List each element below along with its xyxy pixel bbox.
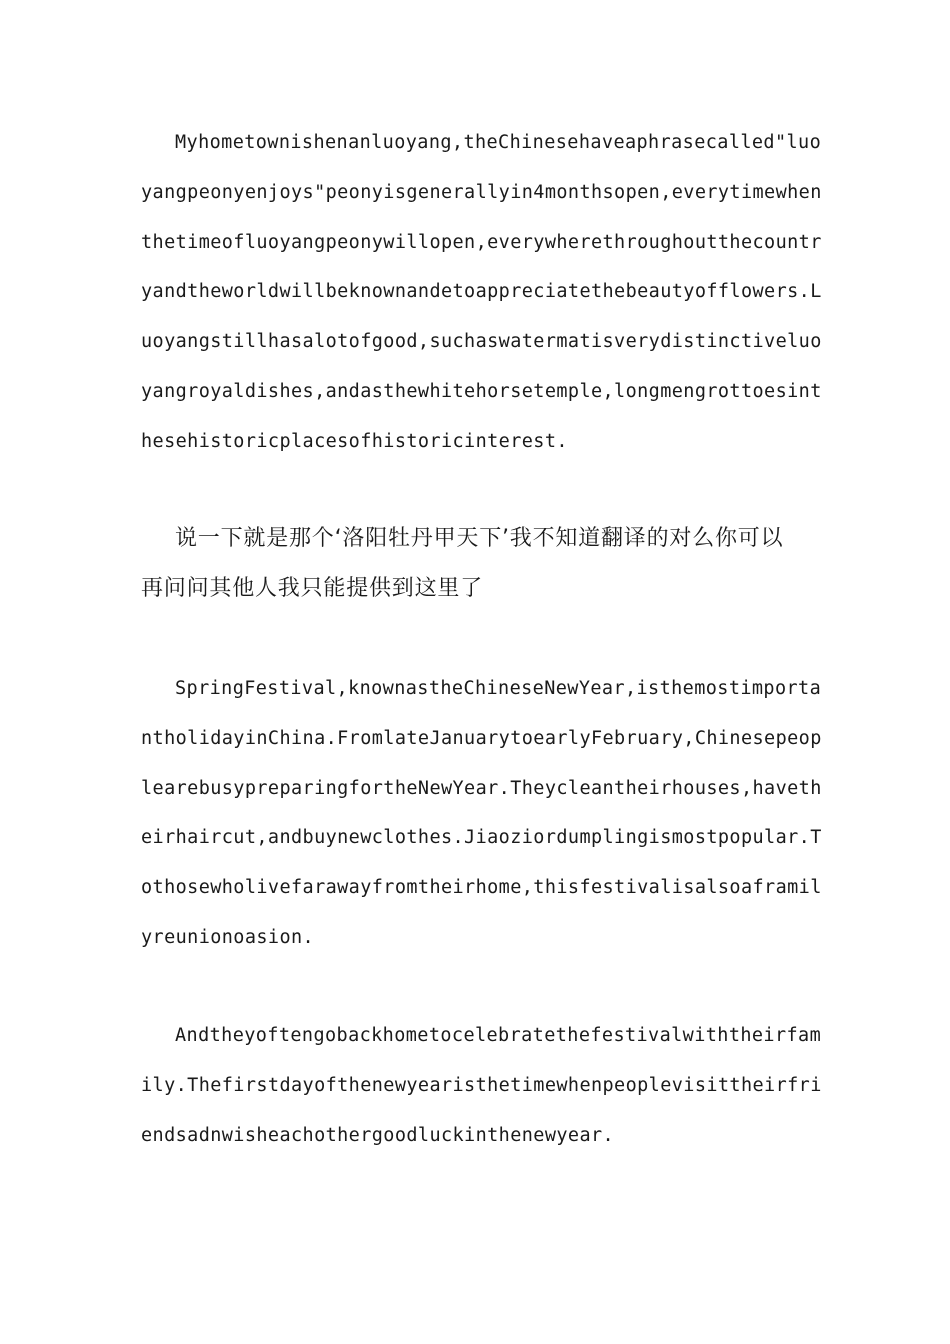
text-line: learebusypreparingfortheNewYear.Theycleantheirhouses,haveth (141, 777, 822, 799)
text-line: ily.Thefirstdayofthenewyearisthetimewhenpeoplevisittheirfri (141, 1074, 822, 1096)
text-line: 说一下就是那个‘洛阳牡丹甲天下’我不知道翻译的对么你可以 (175, 526, 784, 551)
text-line: Andtheyoftengobackhometocelebratethefestivalwiththeirfam (175, 1025, 822, 1046)
text-line: yandtheworldwillbeknownandetoappreciatethebeautyofflowers.L (141, 281, 822, 303)
paragraph-spring-festival (141, 664, 822, 963)
text-line: thetimeofluoyangpeonywillopen,everywherethroughoutthecountr (141, 231, 822, 253)
text-line: SpringFestival,knownastheChineseNewYear,isthemostimporta (175, 678, 822, 699)
text-line: Myhometownishenanluoyang,theChinesehaveaphrasecalled"luo (175, 132, 822, 153)
paragraph-chinese-note (141, 514, 803, 614)
text-line: yangroyaldishes,andasthewhitehorsetemple,longmengrottoesint (141, 380, 822, 402)
text-line: 再问问其他人我只能提供到这里了 (141, 575, 484, 601)
text-line: ntholidayinChina.FromlateJanuarytoearlyFebruary,Chinesepeop (141, 727, 822, 749)
text-line: yreunionoasion. (141, 926, 315, 948)
text-line: hesehistoricplacesofhistoricinterest. (141, 430, 568, 452)
text-line: yangpeonyenjoys"peonyisgenerallyin4monthsopen,everytimewhen (141, 181, 822, 203)
paragraph-luoyang-english (141, 118, 822, 467)
text-line: othosewholivefarawayfromtheirhome,thisfestivalisalsoaframil (141, 877, 822, 899)
text-line: uoyangstillhasalotofgood,suchaswatermatisverydistinctiveluo (141, 331, 822, 353)
paragraph-new-year-visit (141, 1011, 822, 1160)
text-line: endsadnwisheachothergoodluckinthenewyear. (141, 1124, 615, 1146)
text-line: eirhaircut,andbuynewclothes.Jiaoziordumplingismostpopular.T (141, 827, 822, 849)
